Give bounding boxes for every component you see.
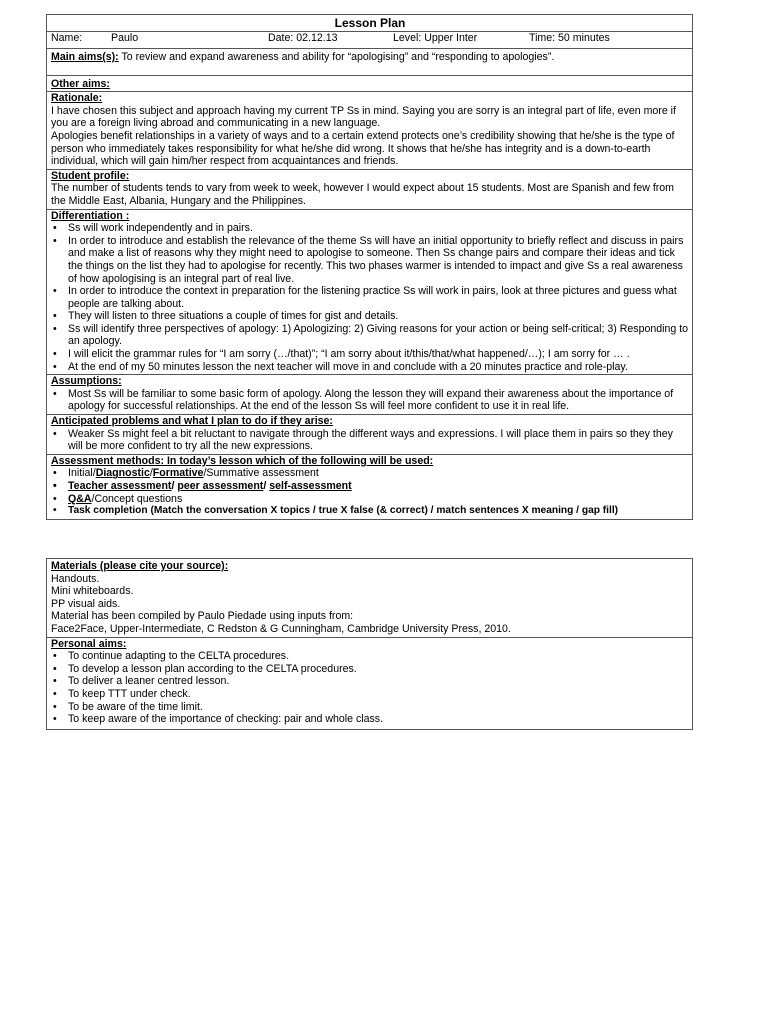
problems-row	[47, 414, 692, 454]
main-aims-text: To review and expand awareness and ability for “apologising” and “responding to apologies”.	[118, 51, 555, 63]
list-item: • Weaker Ss might feel a bit reluctant to navigate through the different ways and expressions. I will place them in pairs so they they will be more confident to try all the new expressions.	[51, 428, 689, 453]
student-profile-label: Student profile:	[51, 169, 130, 182]
assessment-qa: Q&A	[68, 492, 92, 505]
materials-table	[46, 558, 693, 730]
assessment-separator: /	[263, 480, 270, 492]
materials-line: Face2Face, Upper-Intermediate, C Redston & G Cunningham, Cambridge University Press, 2010.	[51, 622, 511, 635]
rationale-label: Rationale:	[51, 92, 103, 105]
assumptions-row	[47, 374, 692, 414]
level-field: Level: Upper Inter	[393, 32, 478, 44]
assessment-concept: /Concept questions	[91, 492, 183, 505]
assessment-diagnostic: Diagnostic	[95, 467, 150, 480]
date-field: Date: 02.12.13	[268, 32, 338, 44]
list-item: • Ss will work independently and in pairs.	[51, 222, 689, 235]
list-item: • Most Ss will be familiar to some basic form of apology. Along the lesson they will expand their awareness about the importance of apology for successful relationships. At the end of the lesson Ss will feel more confident to use it in real life.	[51, 388, 689, 413]
materials-line: Mini whiteboards.	[51, 585, 134, 598]
list-item: • Ss will identify three perspectives of apology: 1) Apologizing: 2) Giving reasons for your action or being self-critical; 3) Responding to an apology.	[51, 323, 689, 348]
materials-line: Handouts.	[51, 572, 100, 585]
assessment-peer: peer assessment	[177, 480, 264, 492]
main-aims-label: Main aims(s):	[51, 51, 119, 63]
personal-aims-list	[51, 650, 689, 726]
list-item: • At the end of my 50 minutes lesson the next teacher will move in and conclude with a 20 minutes practice and role-play.	[51, 361, 689, 374]
lesson-plan-table	[46, 14, 693, 520]
assessment-task-completion: Task completion (Match the conversation X topics / true X false (& correct) / match sentences X meaning / gap fill)	[68, 505, 619, 517]
personal-aims-label: Personal aims:	[51, 637, 127, 650]
assumptions-list	[51, 388, 689, 413]
name-value: Paulo	[111, 32, 139, 44]
list-item	[51, 467, 689, 480]
other-aims-label: Other aims:	[51, 77, 110, 90]
list-item	[51, 493, 689, 506]
main-aims-row	[47, 48, 692, 75]
assessment-formative: Formative	[152, 467, 204, 480]
materials-line: PP visual aids.	[51, 597, 121, 610]
assessment-row	[47, 454, 692, 519]
student-profile-text: The number of students tends to vary from week to week, however I would expect about 15 students. Most are Spanish and few from the Middle East, Albania, Hungary and the Philippines.	[51, 182, 675, 207]
list-item: • To deliver a leaner centred lesson.	[51, 675, 689, 688]
materials-line: Material has been compiled by Paulo Piedade using inputs from:	[51, 610, 354, 623]
rationale-paragraph-2: Apologies benefit relationships in a variety of ways and to a certain extend protects one’s credibility showing that he/she is the type of person who immediately takes responsibility for what he/she did wrong. It shows that he/she has integrity and is a down-to-earth individual, which will gain him/her respect from acquaintances and friends.	[51, 129, 675, 168]
other-aims-row	[47, 75, 692, 92]
differentiation-list	[51, 222, 689, 373]
list-item: • To continue adapting to the CELTA procedures.	[51, 650, 689, 663]
assessment-teacher: Teacher assessment	[68, 480, 172, 492]
list-item: • They will listen to three situations a couple of times for gist and details.	[51, 310, 689, 323]
assessment-summative: /Summative assessment	[203, 467, 319, 480]
page-title: Lesson Plan	[334, 16, 406, 30]
materials-label: Materials (please cite your source):	[51, 560, 229, 572]
list-item: • I will elicit the grammar rules for “I am sorry (…/that)”; “I am sorry about it/this/that/what happened/…); I am sorry for … .	[51, 348, 689, 361]
problems-list	[51, 428, 689, 453]
list-item: • To develop a lesson plan according to the CELTA procedures.	[51, 663, 689, 676]
list-item: • In order to introduce the context in preparation for the listening practice Ss will work in pairs, look at three pictures and guess what people are talking about.	[51, 285, 689, 310]
materials-row	[47, 559, 692, 637]
time-field: Time: 50 minutes	[529, 32, 610, 44]
assessment-list	[51, 467, 689, 517]
personal-aims-row	[47, 637, 692, 729]
assessment-self: self-assessment	[269, 480, 352, 492]
header-info-row	[47, 31, 692, 48]
differentiation-row	[47, 209, 692, 375]
list-item: • To keep aware of the importance of checking: pair and whole class.	[51, 713, 689, 726]
rationale-row	[47, 91, 692, 169]
assessment-separator: /	[149, 467, 153, 480]
problems-label: Anticipated problems and what I plan to do if they arise:	[51, 415, 333, 428]
assessment-separator: /	[171, 480, 178, 492]
list-item: • To be aware of the time limit.	[51, 701, 689, 714]
list-item	[51, 505, 689, 518]
name-label: Name:	[51, 32, 83, 44]
list-item	[51, 480, 689, 493]
assessment-label: Assessment methods: In today’s lesson which of the following will be used:	[51, 454, 434, 467]
assessment-initial: Initial/	[68, 467, 96, 480]
assumptions-label: Assumptions:	[51, 375, 122, 388]
student-profile-row	[47, 169, 692, 209]
differentiation-label: Differentiation :	[51, 209, 130, 222]
list-item: • In order to introduce and establish the relevance of the theme Ss will have an initial opportunity to briefly reflect and discuss in pairs and make a list of reasons why they might need to apologise to someone. Then Ss change pairs and compare their ideas and tick the things on the list they had to apologise for recently. This two phases warmer is intended to impact and give Ss a real awareness of how apologising is an integral part of real live.	[51, 235, 689, 285]
list-item: • To keep TTT under check.	[51, 688, 689, 701]
rationale-paragraph-1: I have chosen this subject and approach having my current TP Ss in mind. Saying you are sorry is an integral part of life, even more if you are a foreign living abroad and communicating in a new language.	[51, 104, 676, 130]
